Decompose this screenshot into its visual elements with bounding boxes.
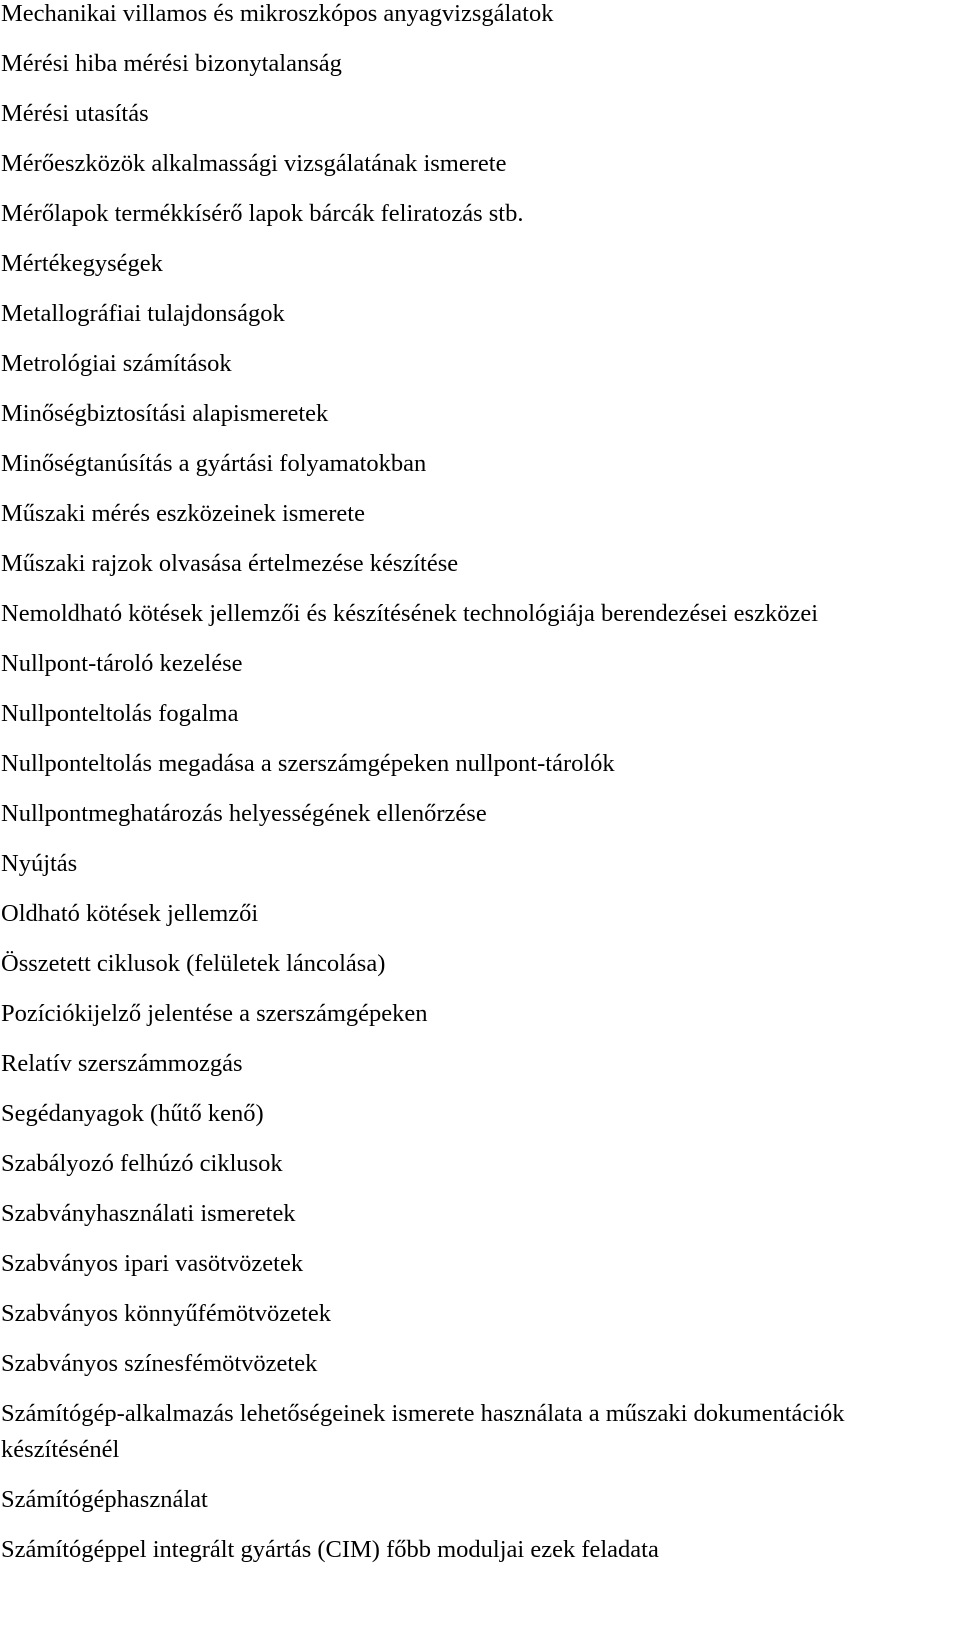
list-item: Számítógéppel integrált gyártás (CIM) főbb moduljai ezek feladata	[1, 1536, 659, 1563]
list-item: Relatív szerszámmozgás	[1, 1050, 243, 1077]
list-item: Műszaki mérés eszközeinek ismerete	[1, 500, 365, 527]
list-item: Szabványos színesfémötvözetek	[1, 1350, 318, 1377]
list-item: Szabványos könnyűfémötvözetek	[1, 1300, 331, 1327]
list-item: Mechanikai villamos és mikroszkópos anyagvizsgálatok	[1, 0, 554, 27]
list-item: Nullpont-tároló kezelése	[1, 650, 243, 677]
list-item: Mérési hiba mérési bizonytalanság	[1, 50, 342, 77]
list-item: Műszaki rajzok olvasása értelmezése készítése	[1, 550, 459, 577]
list-item: Metallográfiai tulajdonságok	[1, 300, 285, 327]
list-item: Minőségbiztosítási alapismeretek	[1, 400, 329, 427]
list-item: Mérőlapok termékkísérő lapok bárcák feliratozás stb.	[1, 200, 524, 227]
list-item: Szabványos ipari vasötvözetek	[1, 1250, 304, 1277]
list-item: Szabályozó felhúzó ciklusok	[1, 1150, 283, 1177]
list-item: Nullpontmeghatározás helyességének ellenőrzése	[1, 800, 487, 827]
list-item: Metrológiai számítások	[1, 350, 232, 377]
list-item: Pozíciókijelző jelentése a szerszámgépeken	[1, 1000, 428, 1027]
list-item: Számítógéphasználat	[1, 1486, 208, 1513]
list-item: Oldható kötések jellemzői	[1, 900, 259, 927]
list-item: Számítógép-alkalmazás lehetőségeinek ismerete használata a műszaki dokumentációk készítésénél	[1, 1400, 845, 1463]
list-item: Mértékegységek	[1, 250, 163, 277]
list-item: Minőségtanúsítás a gyártási folyamatokban	[1, 450, 427, 477]
list-item: Nullponteltolás fogalma	[1, 700, 239, 727]
list-item: Segédanyagok (hűtő kenő)	[1, 1100, 264, 1127]
list-item: Szabványhasználati ismeretek	[1, 1200, 296, 1227]
list-item: Nemoldható kötések jellemzői és készítésének technológiája berendezései eszközei	[1, 600, 819, 627]
list-item: Mérési utasítás	[1, 100, 149, 127]
list-item: Nyújtás	[1, 850, 78, 877]
list-item: Mérőeszközök alkalmassági vizsgálatának ismerete	[1, 150, 507, 177]
list-item: Összetett ciklusok (felületek láncolása)	[1, 950, 386, 977]
list-item: Nullponteltolás megadása a szerszámgépeken nullpont-tárolók	[1, 750, 615, 777]
